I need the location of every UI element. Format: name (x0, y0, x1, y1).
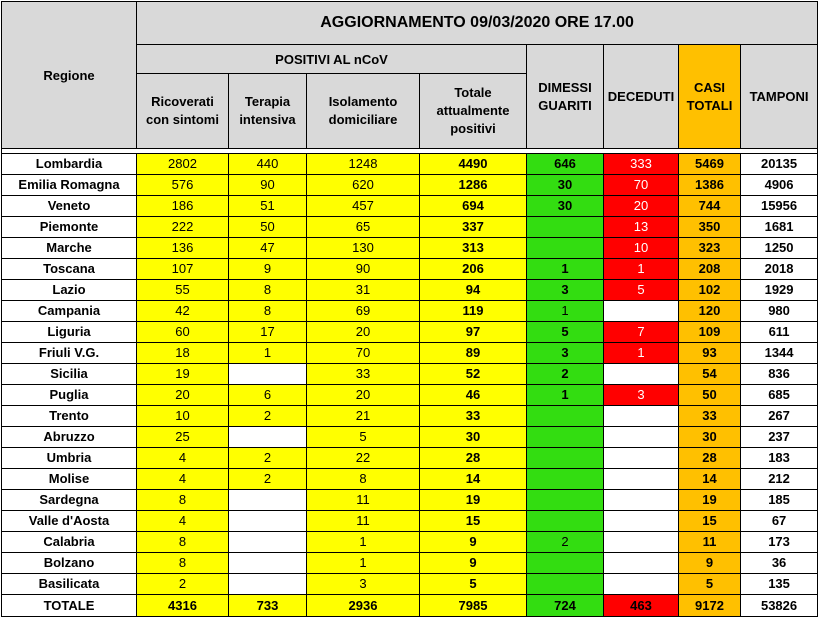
cell-terapia (229, 364, 307, 385)
cell-regione: Trento (2, 406, 137, 427)
cell-dimessi: 1 (527, 259, 604, 280)
covid-table-wrapper (1, 1, 817, 613)
cell-regione: Sicilia (2, 364, 137, 385)
cell-isolamento: 1248 (307, 154, 420, 175)
table-row (2, 469, 818, 490)
terapia-header (229, 74, 307, 149)
cell-terapia: 6 (229, 385, 307, 406)
cell-ricoverati: 107 (137, 259, 229, 280)
cell-ricoverati: 2 (137, 574, 229, 595)
cell-regione: Liguria (2, 322, 137, 343)
table-row (2, 406, 818, 427)
cell-dimessi: 2 (527, 532, 604, 553)
cell-isolamento: 33 (307, 364, 420, 385)
cell-deceduti (604, 301, 679, 322)
cell-isolamento: 1 (307, 532, 420, 553)
ricoverati-header-line2: con sintomi (146, 112, 219, 127)
cell-ricoverati: 55 (137, 280, 229, 301)
cell-deceduti: 20 (604, 196, 679, 217)
cell-casi: 50 (679, 385, 741, 406)
cell-totale: 5 (420, 574, 527, 595)
ricoverati-header-line1: Ricoverati (151, 94, 214, 109)
cell-regione: Campania (2, 301, 137, 322)
cell-casi: 102 (679, 280, 741, 301)
table-title-text: AGGIORNAMENTO 09/03/2020 ORE 17.00 (320, 14, 634, 31)
cell-regione: Abruzzo (2, 427, 137, 448)
cell-ricoverati: 19 (137, 364, 229, 385)
table-row (2, 448, 818, 469)
cell-ricoverati: 4 (137, 469, 229, 490)
table-row (2, 238, 818, 259)
cell-tamponi: 20135 (741, 154, 818, 175)
cell-tamponi: 185 (741, 490, 818, 511)
cell-casi: 33 (679, 406, 741, 427)
cell-dimessi: 30 (527, 175, 604, 196)
cell-tamponi: 267 (741, 406, 818, 427)
table-row (2, 532, 818, 553)
cell-isolamento: 69 (307, 301, 420, 322)
totale-header-line2: attualmente (436, 103, 510, 118)
cell-deceduti: 3 (604, 385, 679, 406)
dimessi-header-line2: GUARITI (538, 97, 592, 113)
cell-totale: 694 (420, 196, 527, 217)
cell-ricoverati: 186 (137, 196, 229, 217)
cell-isolamento: 457 (307, 196, 420, 217)
isolamento-header-line1: Isolamento (328, 94, 398, 109)
cell-totale: 97 (420, 322, 527, 343)
totals-isolamento: 2936 (307, 595, 420, 617)
cell-tamponi: 1250 (741, 238, 818, 259)
cell-regione: Sardegna (2, 490, 137, 511)
cell-totale: 206 (420, 259, 527, 280)
cell-isolamento: 20 (307, 322, 420, 343)
cell-dimessi (527, 511, 604, 532)
cell-isolamento: 130 (307, 238, 420, 259)
cell-deceduti (604, 574, 679, 595)
cell-deceduti (604, 364, 679, 385)
table-row (2, 280, 818, 301)
totals-row (2, 595, 818, 617)
cell-isolamento: 620 (307, 175, 420, 196)
cell-isolamento: 20 (307, 385, 420, 406)
cell-deceduti (604, 490, 679, 511)
totals-dimessi: 724 (527, 595, 604, 617)
cell-totale: 15 (420, 511, 527, 532)
totals-ricoverati: 4316 (137, 595, 229, 617)
cell-tamponi: 1344 (741, 343, 818, 364)
cell-tamponi: 1929 (741, 280, 818, 301)
cell-terapia: 17 (229, 322, 307, 343)
cell-tamponi: 15956 (741, 196, 818, 217)
table-row (2, 490, 818, 511)
cell-ricoverati: 60 (137, 322, 229, 343)
cell-deceduti: 333 (604, 154, 679, 175)
totals-label: TOTALE (2, 595, 137, 617)
cell-totale: 33 (420, 406, 527, 427)
cell-casi: 54 (679, 364, 741, 385)
table-row (2, 196, 818, 217)
cell-ricoverati: 8 (137, 490, 229, 511)
cell-tamponi: 36 (741, 553, 818, 574)
totals-tamponi: 53826 (741, 595, 818, 617)
cell-terapia: 90 (229, 175, 307, 196)
cell-regione: Friuli V.G. (2, 343, 137, 364)
cell-tamponi: 685 (741, 385, 818, 406)
cell-totale: 313 (420, 238, 527, 259)
totale-header-line3: positivi (450, 121, 496, 136)
covid-bulletin-table (1, 1, 818, 617)
cell-casi: 93 (679, 343, 741, 364)
cell-ricoverati: 4 (137, 448, 229, 469)
regione-header-label: Regione (43, 67, 95, 83)
isolamento-header-line2: domiciliare (328, 112, 398, 127)
cell-regione: Emilia Romagna (2, 175, 137, 196)
cell-casi: 30 (679, 427, 741, 448)
cell-casi: 5 (679, 574, 741, 595)
cell-terapia: 51 (229, 196, 307, 217)
table-row (2, 301, 818, 322)
cell-totale: 46 (420, 385, 527, 406)
table-row (2, 175, 818, 196)
cell-dimessi (527, 406, 604, 427)
cell-terapia: 2 (229, 448, 307, 469)
cell-isolamento: 31 (307, 280, 420, 301)
cell-dimessi: 3 (527, 343, 604, 364)
table-row (2, 511, 818, 532)
cell-dimessi: 646 (527, 154, 604, 175)
cell-casi: 11 (679, 532, 741, 553)
table-row (2, 217, 818, 238)
cell-tamponi: 67 (741, 511, 818, 532)
terapia-header-line2: intensiva (239, 112, 296, 127)
cell-deceduti: 13 (604, 217, 679, 238)
cell-tamponi: 1681 (741, 217, 818, 238)
totale-positivi-header (420, 74, 527, 149)
cell-isolamento: 11 (307, 511, 420, 532)
cell-totale: 1286 (420, 175, 527, 196)
cell-ricoverati: 8 (137, 553, 229, 574)
cell-ricoverati: 222 (137, 217, 229, 238)
cell-terapia: 9 (229, 259, 307, 280)
casi-header-line2: TOTALI (686, 97, 733, 113)
cell-regione: Bolzano (2, 553, 137, 574)
cell-casi: 14 (679, 469, 741, 490)
totals-terapia: 733 (229, 595, 307, 617)
cell-regione: Molise (2, 469, 137, 490)
cell-casi: 109 (679, 322, 741, 343)
table-row (2, 385, 818, 406)
cell-ricoverati: 2802 (137, 154, 229, 175)
table-title (137, 2, 818, 45)
cell-isolamento: 3 (307, 574, 420, 595)
cell-regione: Piemonte (2, 217, 137, 238)
cell-deceduti (604, 406, 679, 427)
cell-terapia: 47 (229, 238, 307, 259)
cell-terapia (229, 427, 307, 448)
terapia-header-line1: Terapia (244, 94, 291, 109)
casi-totali-header (679, 45, 741, 149)
table-row (2, 427, 818, 448)
cell-dimessi (527, 217, 604, 238)
cell-regione: Umbria (2, 448, 137, 469)
cell-dimessi: 2 (527, 364, 604, 385)
cell-isolamento: 90 (307, 259, 420, 280)
table-row (2, 343, 818, 364)
cell-casi: 323 (679, 238, 741, 259)
cell-tamponi: 836 (741, 364, 818, 385)
cell-deceduti: 5 (604, 280, 679, 301)
cell-casi: 9 (679, 553, 741, 574)
cell-terapia: 8 (229, 301, 307, 322)
cell-tamponi: 183 (741, 448, 818, 469)
cell-casi: 5469 (679, 154, 741, 175)
cell-dimessi (527, 427, 604, 448)
cell-isolamento: 65 (307, 217, 420, 238)
cell-isolamento: 21 (307, 406, 420, 427)
cell-dimessi (527, 238, 604, 259)
cell-isolamento: 22 (307, 448, 420, 469)
cell-deceduti (604, 553, 679, 574)
cell-ricoverati: 576 (137, 175, 229, 196)
cell-ricoverati: 42 (137, 301, 229, 322)
cell-terapia (229, 511, 307, 532)
deceduti-header-label: DECEDUTI (607, 88, 675, 104)
cell-deceduti (604, 532, 679, 553)
cell-terapia: 50 (229, 217, 307, 238)
cell-regione: Calabria (2, 532, 137, 553)
cell-ricoverati: 8 (137, 532, 229, 553)
cell-terapia: 1 (229, 343, 307, 364)
cell-terapia (229, 574, 307, 595)
cell-totale: 89 (420, 343, 527, 364)
cell-regione: Lazio (2, 280, 137, 301)
cell-tamponi: 2018 (741, 259, 818, 280)
cell-dimessi: 3 (527, 280, 604, 301)
table-row (2, 322, 818, 343)
cell-dimessi (527, 469, 604, 490)
cell-dimessi (527, 448, 604, 469)
cell-deceduti: 70 (604, 175, 679, 196)
table-row (2, 553, 818, 574)
cell-totale: 337 (420, 217, 527, 238)
cell-ricoverati: 4 (137, 511, 229, 532)
cell-terapia: 2 (229, 469, 307, 490)
totale-header-line1: Totale (454, 85, 492, 100)
cell-tamponi: 173 (741, 532, 818, 553)
cell-tamponi: 212 (741, 469, 818, 490)
cell-tamponi: 611 (741, 322, 818, 343)
cell-isolamento: 11 (307, 490, 420, 511)
cell-casi: 15 (679, 511, 741, 532)
dimessi-header (527, 45, 604, 149)
cell-totale: 28 (420, 448, 527, 469)
tamponi-header (741, 45, 818, 149)
table-row (2, 259, 818, 280)
cell-casi: 120 (679, 301, 741, 322)
casi-header-line1: CASI (693, 79, 726, 95)
table-row (2, 364, 818, 385)
cell-casi: 350 (679, 217, 741, 238)
cell-tamponi: 980 (741, 301, 818, 322)
cell-ricoverati: 20 (137, 385, 229, 406)
dimessi-header-line1: DIMESSI (538, 79, 592, 95)
totals-deceduti: 463 (604, 595, 679, 617)
deceduti-header (604, 45, 679, 149)
cell-totale: 19 (420, 490, 527, 511)
cell-deceduti: 10 (604, 238, 679, 259)
cell-ricoverati: 25 (137, 427, 229, 448)
cell-deceduti: 1 (604, 259, 679, 280)
cell-dimessi: 5 (527, 322, 604, 343)
cell-totale: 119 (420, 301, 527, 322)
cell-terapia: 8 (229, 280, 307, 301)
totals-totale: 7985 (420, 595, 527, 617)
cell-dimessi: 1 (527, 385, 604, 406)
isolamento-header (307, 74, 420, 149)
cell-isolamento: 70 (307, 343, 420, 364)
cell-casi: 208 (679, 259, 741, 280)
cell-casi: 1386 (679, 175, 741, 196)
cell-regione: Toscana (2, 259, 137, 280)
cell-deceduti: 7 (604, 322, 679, 343)
cell-totale: 30 (420, 427, 527, 448)
cell-regione: Valle d'Aosta (2, 511, 137, 532)
cell-totale: 94 (420, 280, 527, 301)
cell-casi: 28 (679, 448, 741, 469)
cell-ricoverati: 136 (137, 238, 229, 259)
positivi-group-label: POSITIVI AL nCoV (275, 51, 388, 67)
cell-isolamento: 1 (307, 553, 420, 574)
regione-header (2, 2, 137, 149)
cell-deceduti (604, 448, 679, 469)
cell-totale: 4490 (420, 154, 527, 175)
cell-isolamento: 8 (307, 469, 420, 490)
totals-casi: 9172 (679, 595, 741, 617)
cell-deceduti (604, 427, 679, 448)
cell-terapia: 440 (229, 154, 307, 175)
cell-dimessi: 30 (527, 196, 604, 217)
cell-dimessi (527, 490, 604, 511)
cell-totale: 9 (420, 532, 527, 553)
table-row (2, 574, 818, 595)
cell-casi: 744 (679, 196, 741, 217)
cell-tamponi: 135 (741, 574, 818, 595)
cell-ricoverati: 18 (137, 343, 229, 364)
table-body (2, 154, 818, 595)
cell-terapia (229, 490, 307, 511)
cell-dimessi (527, 553, 604, 574)
cell-deceduti (604, 469, 679, 490)
cell-totale: 52 (420, 364, 527, 385)
cell-terapia (229, 532, 307, 553)
table-row (2, 154, 818, 175)
cell-totale: 9 (420, 553, 527, 574)
ricoverati-header (137, 74, 229, 149)
cell-terapia: 2 (229, 406, 307, 427)
cell-isolamento: 5 (307, 427, 420, 448)
cell-regione: Veneto (2, 196, 137, 217)
cell-regione: Lombardia (2, 154, 137, 175)
cell-ricoverati: 10 (137, 406, 229, 427)
cell-dimessi (527, 574, 604, 595)
positivi-group-header (137, 45, 527, 74)
cell-deceduti: 1 (604, 343, 679, 364)
cell-dimessi: 1 (527, 301, 604, 322)
tamponi-header-label: TAMPONI (749, 88, 809, 104)
cell-tamponi: 4906 (741, 175, 818, 196)
cell-tamponi: 237 (741, 427, 818, 448)
cell-totale: 14 (420, 469, 527, 490)
cell-deceduti (604, 511, 679, 532)
cell-casi: 19 (679, 490, 741, 511)
cell-regione: Basilicata (2, 574, 137, 595)
cell-regione: Marche (2, 238, 137, 259)
cell-regione: Puglia (2, 385, 137, 406)
cell-terapia (229, 553, 307, 574)
